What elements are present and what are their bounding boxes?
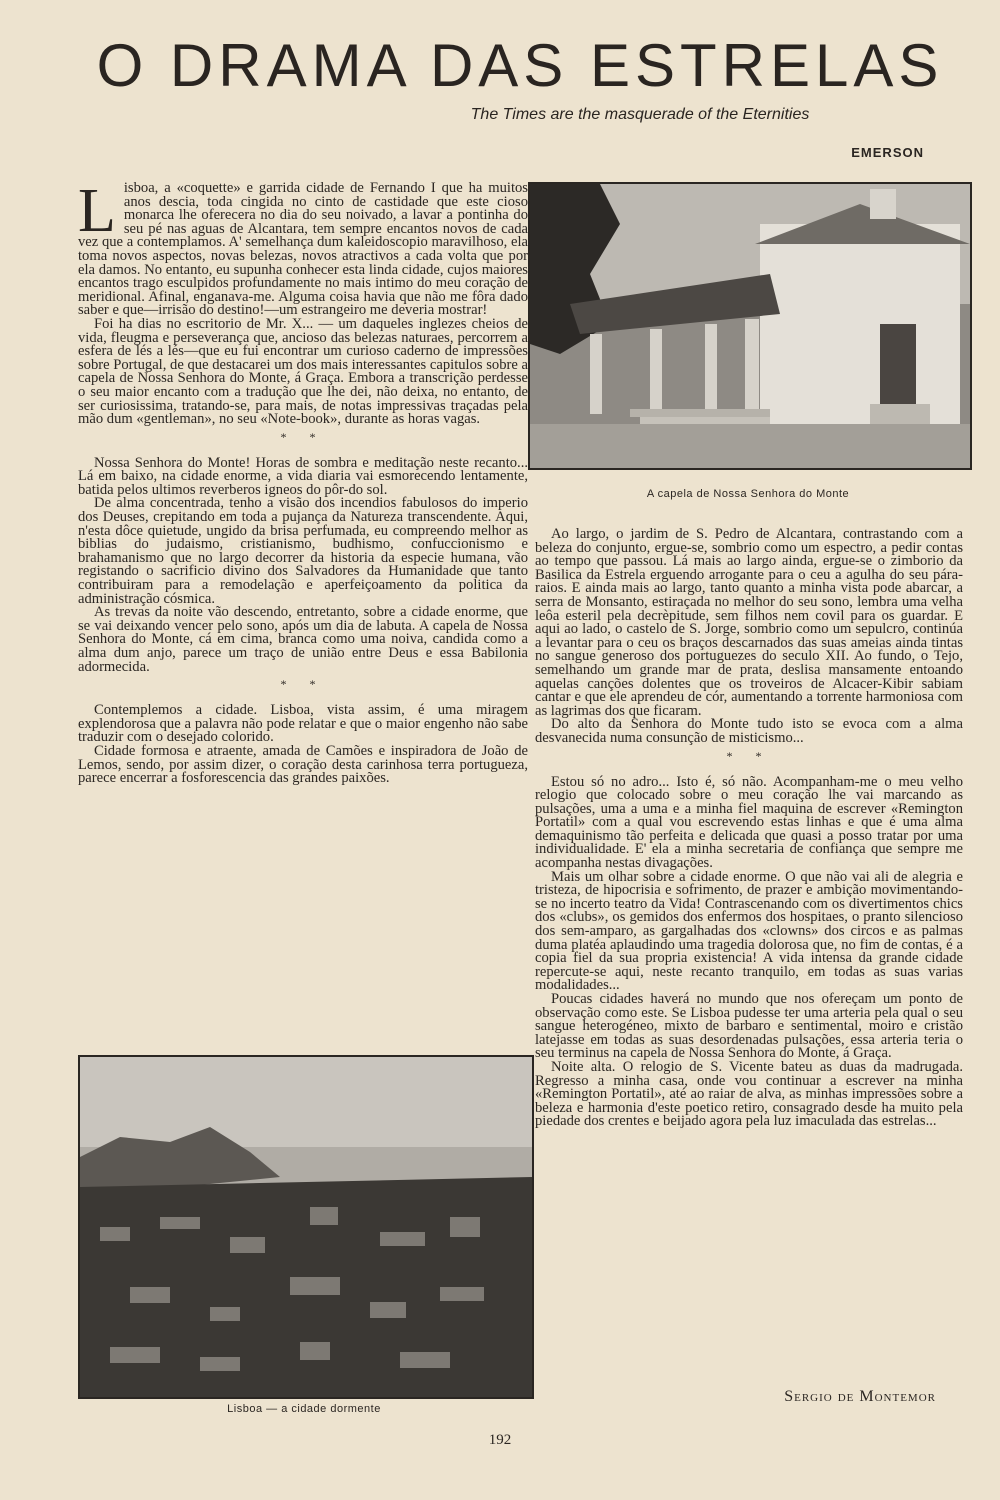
chapel-photo [528,182,972,470]
section-separator: * * [726,748,772,763]
paragraph: As trevas da noite vão descendo, entretanto, sobre a cidade enorme, que se vai deixando vencer pelo sono, após um dia de labuta. A capela de Nossa Senhora do Monte, cá em cima, branca como uma noiva, candida como a alma dum anjo, parece um traço de união entre Deus e essa Babilonia adormecida. [78,604,528,675]
city-caption: Lisboa — a cidade dormente [227,1403,381,1415]
paragraph: Poucas cidades haverá no mundo que nos ofereçam um ponto de observação como este. Se Lisboa pudesse ter uma arteria pela qual o seu sangue heterogéneo, mixto de barbaro e sentimental, moiro e cristão latejasse em todas as suas desordenadas pulsações, essa arteria teria o seu terminus na capela de Nossa Senhora do Monte, á Graça. [535,991,963,1062]
paragraph: Mais um olhar sobre a cidade enorme. O que não vai ali de alegria e tristeza, de hipocrisia e sofrimento, de prazer e ambição movimentando-se no incerto teatro da Vida! Contrascenando com os divertimentos chics dos «clubs», os gemidos dos enfermos dos hospitaes, o pranto silencioso dos sem-amparo, as gargalhadas dos «clowns» dos circos e as palmas duma platéa aplaudindo uma tragedia dolorosa que, no fim de contas, é a copia fiel da sua propria existencia! A vida intensa da grande cidade repercute-se aqui, neste recanto tranquilo, em todas as suas varias modalidades... [535,868,963,994]
section-separator: * * [280,677,326,692]
page-number: 192 [488,1432,512,1448]
paragraph: Foi ha dias no escritorio de Mr. X... — um daqueles inglezes cheios de vida, fleugma e perseverança que, ancioso das belezas naturaes, percorrem a esfera de lés a lés—que eu fui encontrar um curioso caderno de impressões sobre Portugal, de que destacarei um dos mais interessantes capitulos sobre a capela de Nossa Senhora do Monte, á Graça. Embora a transcrição perdesse o seu maior encanto com a tradução que lhe dei, não deixa, no entanto, de ser curiosissima, tratando-se, para mais, de notas impressivas traçadas pela mão dum «gentleman», no seu «Note-book», durante as horas vagas. [78,315,528,428]
epigraph-author: EMERSON [851,145,924,160]
left-column [78,177,528,787]
paragraph: Do alto da Senhora do Monte tudo isto se evoca com a alma desvanecida numa consunção de misticismo... [535,716,963,746]
paragraph: Cidade formosa e atraente, amada de Camões e inspiradora de João de Lemos, sendo, por assim dizer, o coração desta carinhosa terra portugueza, parece encerrar a fosforescencia das grandes paixões. [78,742,528,787]
article-title: O DRAMA DAS ESTRELAS [96,32,944,99]
paragraph: Estou só no adro... Isto é, só não. Acompanham-me o meu velho relogio que colocado sobre o meu coração lhe vai marcando as pulsações, uma a uma e a minha fiel maquina de escrever «Remington Portatil» com a qual vou escrevendo estas linhas e que é uma alma demaquinismo tão perfeita e delicada que quasi a posso tratar por uma individualidade. E' ela a minha secretaria de confiança que sempre me acompanha nestas divagações. [535,773,963,872]
drop-cap: L [78,177,116,245]
epigraph: The Times are the masquerade of the Eternities [470,106,810,123]
paragraph: Contemplemos a cidade. Lisboa, vista assim, é uma miragem explendorosa que a palavra não pode relatar e que o maior engenho não sabe traduzir com o desejado colorido. [78,702,528,746]
author-signature: Sergio de Montemor [784,1388,936,1405]
paragraph: Nossa Senhora do Monte! Horas de sombra e meditação neste recanto... Lá em baixo, na cidade enorme, a vida diaria vai esmorecendo lentamente, batida pelos ultimos reverberos igneos do pôr-do sol. [78,454,528,498]
section-separator: * * [280,429,326,444]
paragraph: Ao largo, o jardim de S. Pedro de Alcantara, contrastando com a beleza do conjunto, ergue-se, sombrio como um espectro, a pedir contas ao tempo que passou. Lá mais ao largo ainda, ergue-se o zimborio da Basilica da Estrela erguendo arrogante para o ceu a agulha do seu pára-raios. E ainda mais ao largo, tanto quanto a minha vista pode abarcar, a serra de Monsanto, estiraçada no melhor do seu sono, lembra uma velha leôa esteril pela decrèpitude, sem filhos nem covil para os guardar. E aqui ao lado, o castelo de S. Jorge, sombrio como um sepulcro, continúa a levantar para o ceu os braços descarnados das suas ameias ainda tintas no sangue generoso dos portuguezes do seculo XII. Ao fundo, o Tejo, semelhando um grande mar de prata, deslisa mansamente entoando aquelas canções dolentes que os troveiros de Alcacer-Kibir sabiam cantar e que ele aprendeu de cór, aumentando a torrente harmoniosa com as lagrimas dos que ficaram. [535,526,963,719]
right-column [535,528,963,1129]
chapel-caption: A capela de Nossa Senhora do Monte [646,488,850,500]
paragraph: De alma concentrada, tenho a visão dos incendios fabulosos do imperio dos Deuses, crepitando em toda a pujança da Natureza transcendente. Aqui, n'esta dôce quietude, ungido da brisa perfumada, eu compreendo melhor as biblias do judaismo, cristianismo, budhismo, confuccionismo e brahamanismo que no largo decorrer da historia da especie humana, vão registando o sacrificio divino dos Salvadores da Humanidade que tanto contribuiram para a remodelação e aperfeiçoamento da politica da administração cósmica. [78,495,528,607]
paragraph: Noite alta. O relogio de S. Vicente bateu as duas da madrugada. Regresso a minha casa, onde vou continuar a escrever na minha «Remington Portatil», até ao raiar de alva, as minhas impressões sobre a beleza e harmonia d'este poetico retiro, consagrado desde ha muito pela piedade dos crentes e beijado agora pela luz imaculada das estrelas... [535,1058,963,1130]
city-photo [78,1055,534,1399]
paragraph: Lisboa, a «coquette» e garrida cidade de Fernando I que ha muitos anos descia, toda cingida no cinto de castidade que este cioso monarca lhe oferecera no dia do seu noivado, a lavar a pontinha do seu pé nas aguas de Alcantara, tem sempre encantos novos de cada vez que a contemplamos. A' semelhança dum kaleidoscopio maravilhoso, ela toma novos aspectos, novas belezas, novos atractivos a cada volta que por ela damos. No entanto, eu supunha conhecer esta linda cidade, cujos maiores encantos trago esculpidos profundamente no mais intimo do meu coração de meridional. Afinal, enganava-me. Alguma coisa havia que não me fôra dado saber e que—irrisão do destino!—um estrangeiro me deveria mostrar! [78,177,528,319]
